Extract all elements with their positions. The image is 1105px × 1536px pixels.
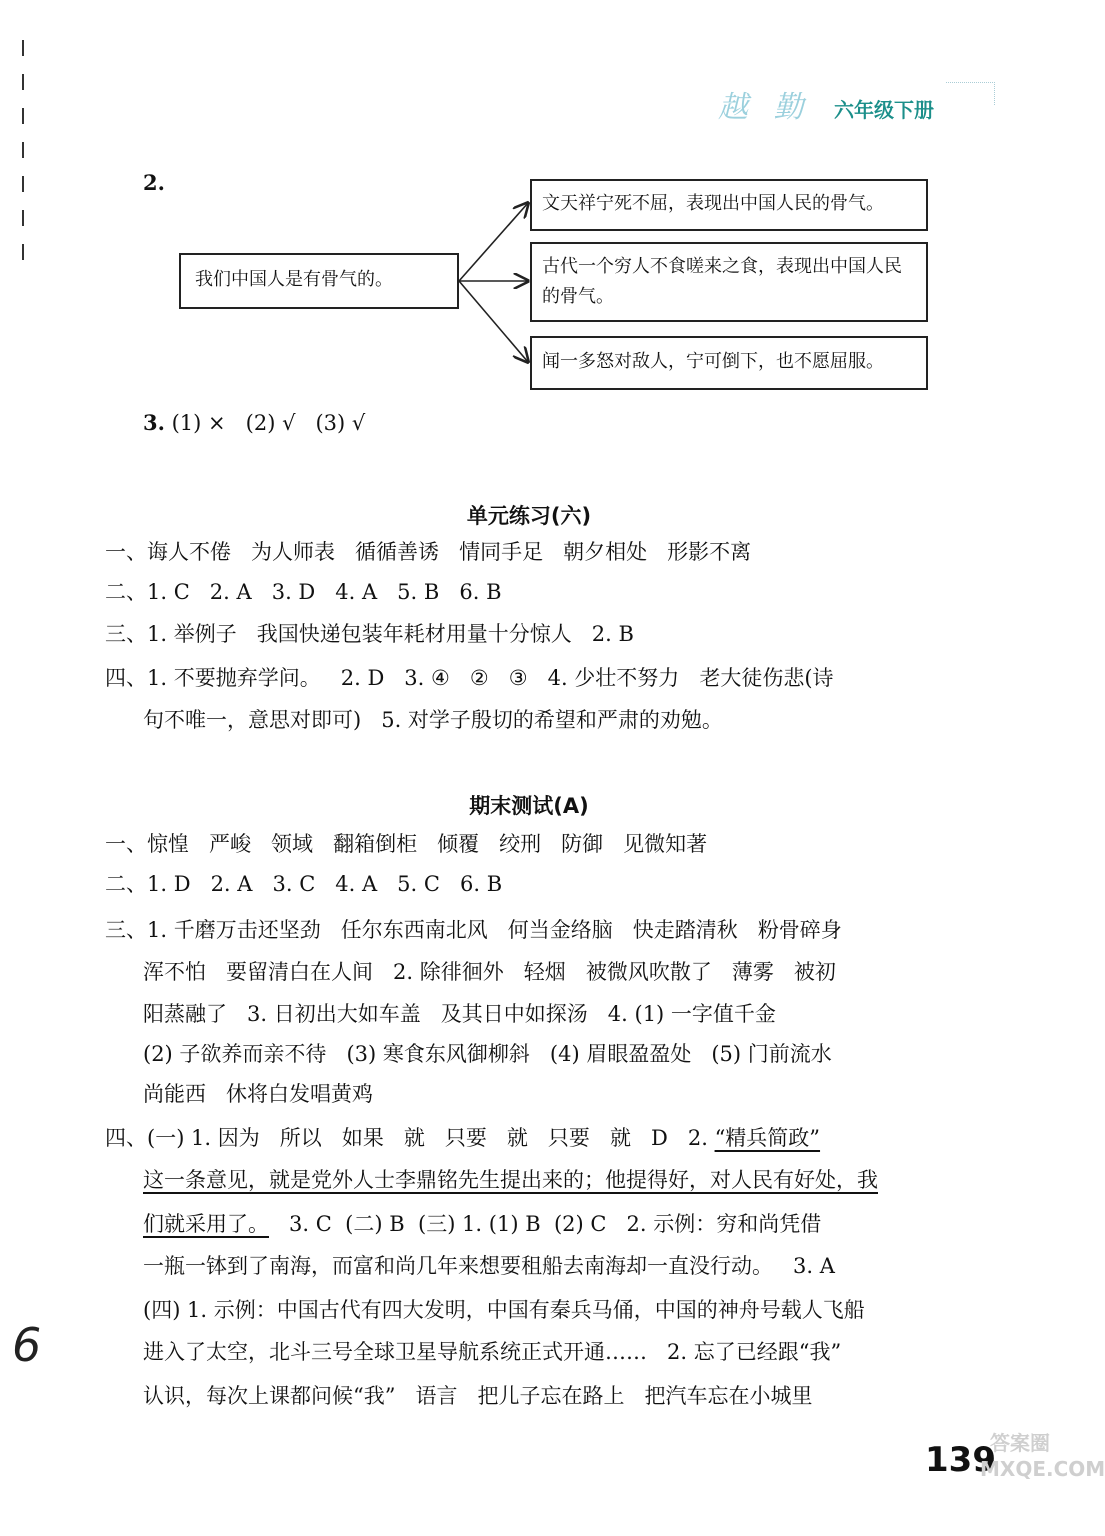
final-a-line-8: [105, 1118, 935, 1158]
final-a-line-9-underlined: 这一条意见，就是党外人士李鼎铭先生提出来的；他提得好，对人民有好处，我: [143, 1168, 878, 1192]
final-a-line-8-text: 四、(一) 1. 因为 所以 如果 就 只要 就 只要 就 D 2.: [105, 1126, 715, 1150]
brand-logo: 越 勤: [718, 90, 812, 125]
final-a-title: 期末测试(A): [469, 794, 589, 818]
branch-box-2-text: 古代一个穷人不食嗟来之食，表现出中国人民的骨气。: [542, 256, 902, 307]
arrow-to-branch-3: [459, 281, 528, 362]
final-a-line-5: 阳蒸融了 3. 日初出大如车盖 及其日中如探汤 4. (1) 一字值千金: [143, 1002, 776, 1026]
final-a-line-7: 尚能西 休将白发唱黄鸡: [143, 1082, 374, 1106]
final-a-line-3: 三、1. 千磨万击还坚劲 任尔东西南北风 何当金络脑 快走踏清秋 粉骨碎身: [105, 918, 842, 942]
page-number: 139: [925, 1440, 996, 1480]
final-a-line-11: 一瓶一钵到了南海，而富和尚几年来想要租船去南海却一直没行动。 3. A: [143, 1254, 835, 1278]
unit6-line-4: 四、1. 不要抛弃学问。 2. D 3. ④ ② ③ 4. 少壮不努力 老大徒伤悲(诗: [105, 666, 834, 690]
unit6-line-5: 句不唯一，意思对即可) 5. 对学子殷切的希望和严肃的劝勉。: [143, 708, 723, 732]
final-a-line-14: 认识，每次上课都问候“我” 语言 把儿子忘在路上 把汽车忘在小城里: [143, 1384, 813, 1408]
branch-box-3-text: 闻一多怒对敌人，宁可倒下，也不愿屈服。: [542, 351, 884, 372]
question-3: [143, 410, 365, 435]
watermark-logo: 答案圈 MXQE.COM: [980, 1431, 1105, 1481]
grade-label: 六年级下册: [834, 98, 934, 122]
question-2-number: 2.: [143, 170, 165, 195]
final-a-line-12: (四) 1. 示例：中国古代有四大发明，中国有秦兵马俑，中国的神舟号载人飞船: [143, 1298, 865, 1322]
underlined-quote-title: “精兵简政”: [714, 1126, 821, 1150]
final-a-line-1: 一、惊惶 严峻 领域 翻箱倒柜 倾覆 绞刑 防御 见微知著: [105, 832, 708, 856]
final-a-line-10-text: 3. C (二) B (三) 1. (1) B (2) C 2. 示例：穷和尚凭借: [269, 1212, 822, 1236]
final-a-line-4: 浑不怕 要留清白在人间 2. 除徘徊外 轻烟 被微风吹散了 薄雾 被初: [143, 960, 836, 984]
mindmap-arrows: [0, 0, 1058, 420]
final-a-line-2: 二、1. D 2. A 3. C 4. A 5. C 6. B: [105, 872, 503, 896]
final-a-line-6: (2) 子欲养而亲不待 (3) 寒食东风御柳斜 (4) 眉眼盈盈处 (5) 门前流水: [143, 1042, 832, 1066]
final-a-line-13: 进入了太空，北斗三号全球卫星导航系统正式开通…… 2. 忘了已经跟“我”: [143, 1340, 842, 1364]
unit6-line-1: 一、诲人不倦 为人师表 循循善诱 情同手足 朝夕相处 形影不离: [105, 540, 752, 564]
unit6-title: 单元练习(六): [466, 504, 592, 528]
final-a-line-10-underlined: 们就采用了。: [143, 1212, 269, 1236]
handwritten-mark: 6: [12, 1318, 42, 1372]
unit6-line-3: 三、1. 举例子 我国快递包装年耗材用量十分惊人 2. B: [105, 622, 634, 646]
question-3-answers: (1) × (2) √ (3) √: [164, 411, 366, 435]
unit6-line-2: 二、1. C 2. A 3. D 4. A 5. B 6. B: [105, 580, 502, 604]
branch-box-1-text: 文天祥宁死不屈，表现出中国人民的骨气。: [542, 193, 884, 214]
center-box-text: 我们中国人是有骨气的。: [195, 269, 393, 290]
final-a-line-10: [143, 1204, 973, 1244]
question-3-number: 3.: [143, 410, 165, 435]
arrow-to-branch-1: [459, 203, 528, 281]
